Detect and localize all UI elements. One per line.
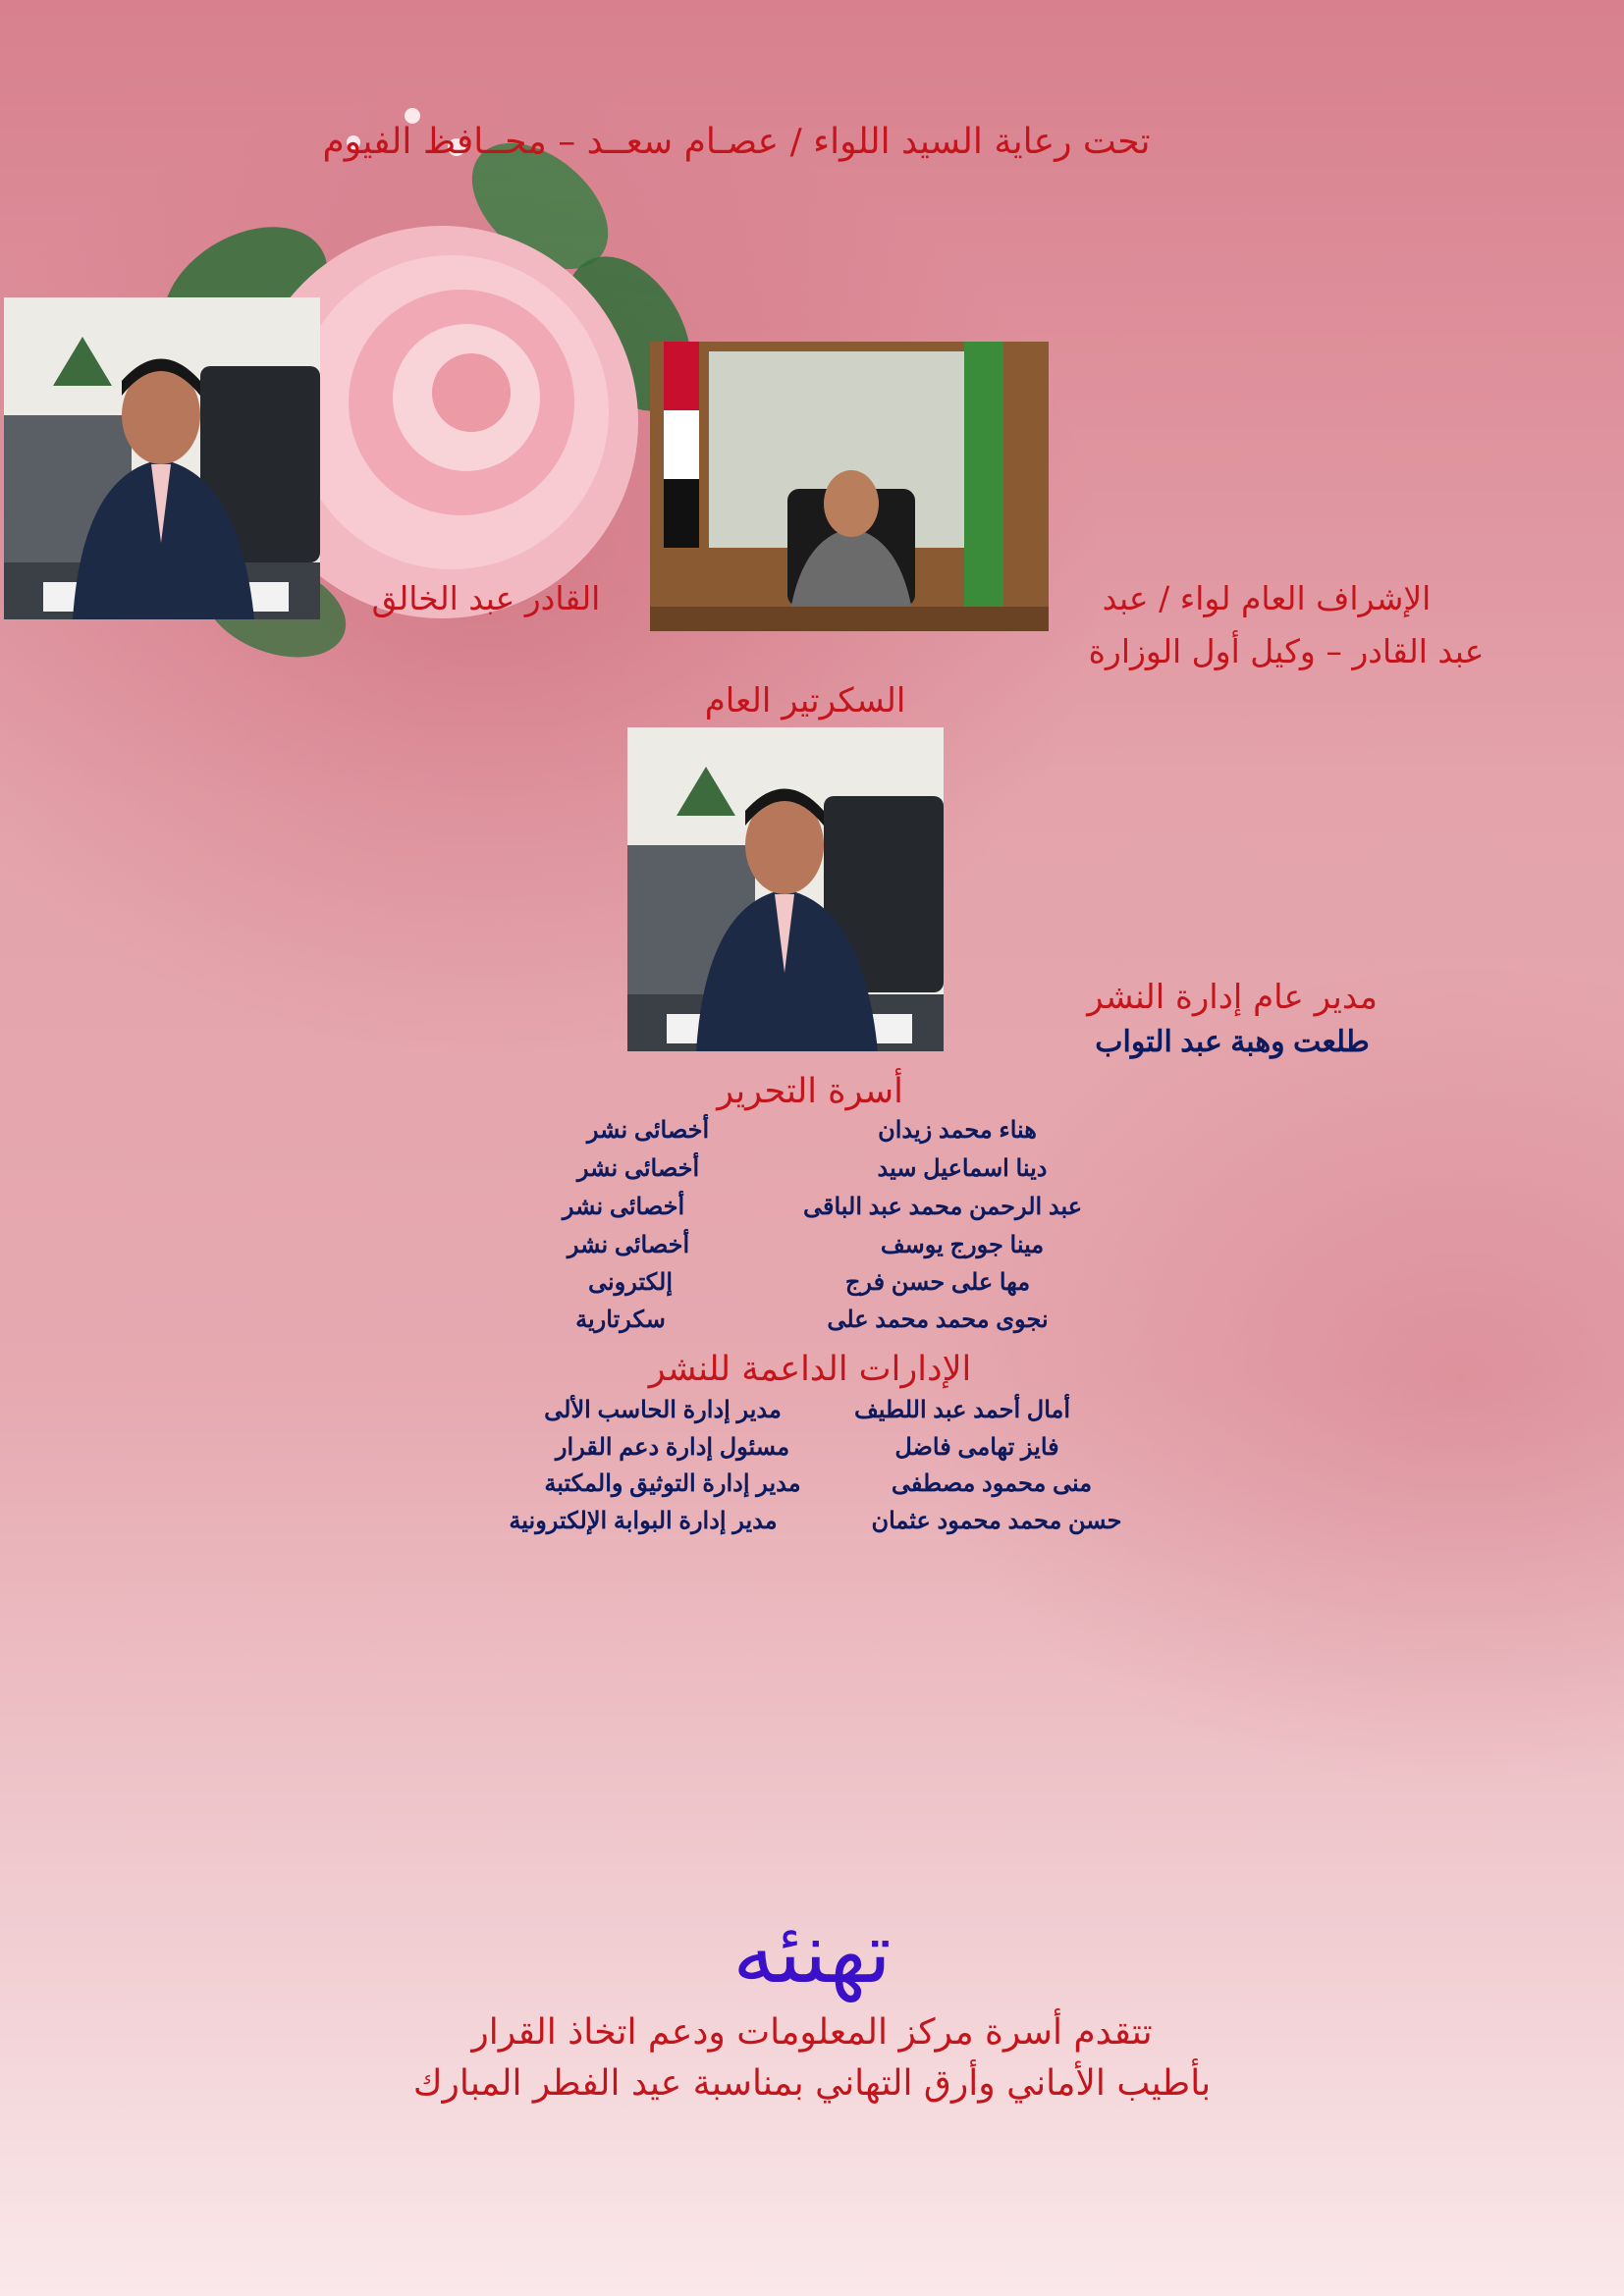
editorial-role: أخصائى نشر: [586, 1117, 710, 1144]
secretary-photo: [627, 727, 944, 1051]
editorial-row: [0, 1193, 1624, 1226]
editorial-row: [0, 1154, 1624, 1188]
greeting-line-1: تتقدم أسرة مركز المعلومات ودعم اتخاذ القرار: [471, 2012, 1153, 2053]
support-row: [0, 1433, 1624, 1467]
support-name: فايز تهامى فاضل: [894, 1434, 1059, 1461]
support-role: مدير إدارة الحاسب الألى: [544, 1397, 782, 1423]
editorial-role: إلكترونى: [588, 1269, 673, 1296]
support-name: منى محمود مصطفى: [891, 1470, 1093, 1497]
editorial-row: [0, 1231, 1624, 1264]
support-name: حسن محمد محمود عثمان: [871, 1508, 1122, 1534]
editorial-role: أخصائى نشر: [576, 1155, 700, 1182]
editorial-row: [0, 1306, 1624, 1339]
editorial-name: عبد الرحمن محمد عبد الباقى: [802, 1194, 1083, 1220]
support-role: مدير إدارة التوثيق والمكتبة: [544, 1470, 801, 1497]
support-heading: الإدارات الداعمة للنشر: [648, 1350, 972, 1389]
editorial-role: سكرتارية: [575, 1307, 666, 1333]
secretary-title: السكرتير العام: [704, 681, 906, 721]
editorial-role: أخصائى نشر: [567, 1232, 690, 1258]
left-official-caption: القادر عبد الخالق: [371, 579, 601, 617]
editorial-role: أخصائى نشر: [562, 1194, 685, 1220]
supervisor-line-2: عبد القادر – وكيل أول الوزارة: [1088, 632, 1485, 670]
support-role: مدير إدارة البوابة الإلكترونية: [509, 1508, 778, 1534]
editorial-row: [0, 1116, 1624, 1149]
support-row: [0, 1507, 1624, 1540]
publishing-director-name: طلعت وهبة عبد التواب: [1095, 1026, 1370, 1058]
supervisor-line-1: الإشراف العام لواء / عبد: [1102, 579, 1432, 617]
publishing-director-title: مدير عام إدارة النشر: [1087, 978, 1378, 1017]
official-photo-left: [4, 297, 320, 619]
support-name: أمال أحمد عبد اللطيف: [853, 1397, 1071, 1423]
editorial-name: دينا اسماعيل سيد: [877, 1155, 1048, 1182]
greeting-line-2: بأطيب الأماني وأرق التهاني بمناسبة عيد الفطر المبارك: [412, 2063, 1212, 2104]
greeting-title: تهنئه: [732, 1904, 892, 2002]
editorial-name: نجوى محمد محمد على: [827, 1307, 1049, 1333]
patron-line: تحت رعاية السيد اللواء / عصـام سعــد – محــافظ الفيوم: [322, 122, 1151, 162]
support-row: [0, 1396, 1624, 1429]
official-photo-center: [650, 342, 1049, 631]
editorial-heading: أسرة التحرير: [717, 1072, 903, 1111]
editorial-name: مها على حسن فرج: [844, 1269, 1031, 1296]
editorial-row: [0, 1268, 1624, 1302]
support-row: [0, 1469, 1624, 1503]
editorial-name: هناء محمد زيدان: [878, 1117, 1037, 1144]
support-role: مسئول إدارة دعم القرار: [555, 1434, 790, 1461]
editorial-name: مينا جورج يوسف: [880, 1232, 1045, 1258]
